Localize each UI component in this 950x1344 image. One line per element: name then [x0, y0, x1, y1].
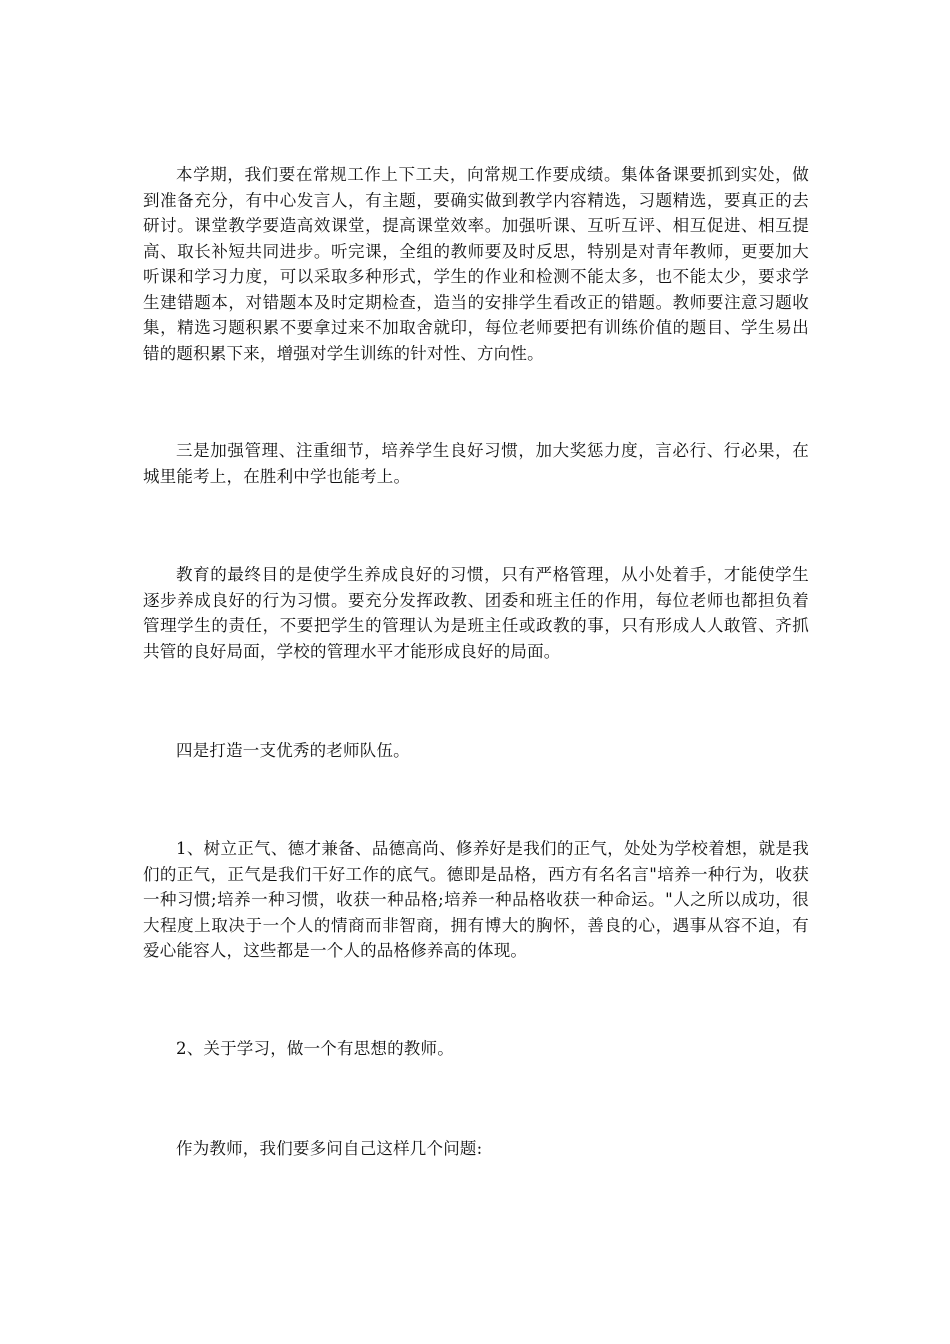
paragraph-questions-intro: 作为教师，我们要多问自己这样几个问题:	[176, 1139, 483, 1158]
paragraph-routine-work: 本学期，我们要在常规工作上下工夫，向常规工作要成绩。集体备课要抓到实处，做到准备充分，有中心发言人，有主题，要确实做到教学内容精选，习题精选，要真正的去研讨。课堂教学要造高效课堂，提高课堂效率。加强听课、互听互评、相互促进、相互提高、取长补短共同进步。听完课，全组的教师要及时反思，特别是对青年教师，更要加大听课和学习力度，可以采取多种形式，学生的作业和检测不能太多，也不能太少，要求学生建错题本，对错题本及时定期检查，造当的安排学生看改正的错题。教师要注意习题收集，精选习题积累不要拿过来不加取舍就印，每位老师要把有训练价值的题目、学生易出错的题积累下来，增强对学生训练的针对性、方向性。	[143, 165, 809, 363]
paragraph-teacher-team-heading: 四是打造一支优秀的老师队伍。	[176, 741, 410, 760]
paragraph-about-learning: 2、关于学习，做一个有思想的教师。	[176, 1039, 454, 1058]
paragraph-integrity: 1、树立正气、德才兼备、品德高尚、修养好是我们的正气，处处为学校着想，就是我们的正气，正气是我们干好工作的底气。德即是品格，西方有名名言"培养一种行为，收获一种习惯;培养一种习惯，收获一种品格;培养一种品格收获一种命运。"人之所以成功，很大程度上取决于一个人的情商而非智商，拥有博大的胸怀，善良的心，遇事从容不迫，有爱心能容人，这些都是一个人的品格修养高的体现。	[143, 839, 809, 960]
paragraph-education-goal: 教育的最终目的是使学生养成良好的习惯，只有严格管理，从小处着手，才能使学生逐步养成良好的行为习惯。要充分发挥政教、团委和班主任的作用，每位老师也都担负着管理学生的责任，不要把学生的管理认为是班主任或政教的事，只有形成人人敢管、齐抓共管的良好局面，学校的管理水平才能形成良好的局面。	[143, 565, 809, 661]
paragraph-strengthen-management: 三是加强管理、注重细节，培养学生良好习惯，加大奖惩力度，言必行、行必果，在城里能考上，在胜利中学也能考上。	[143, 441, 809, 486]
